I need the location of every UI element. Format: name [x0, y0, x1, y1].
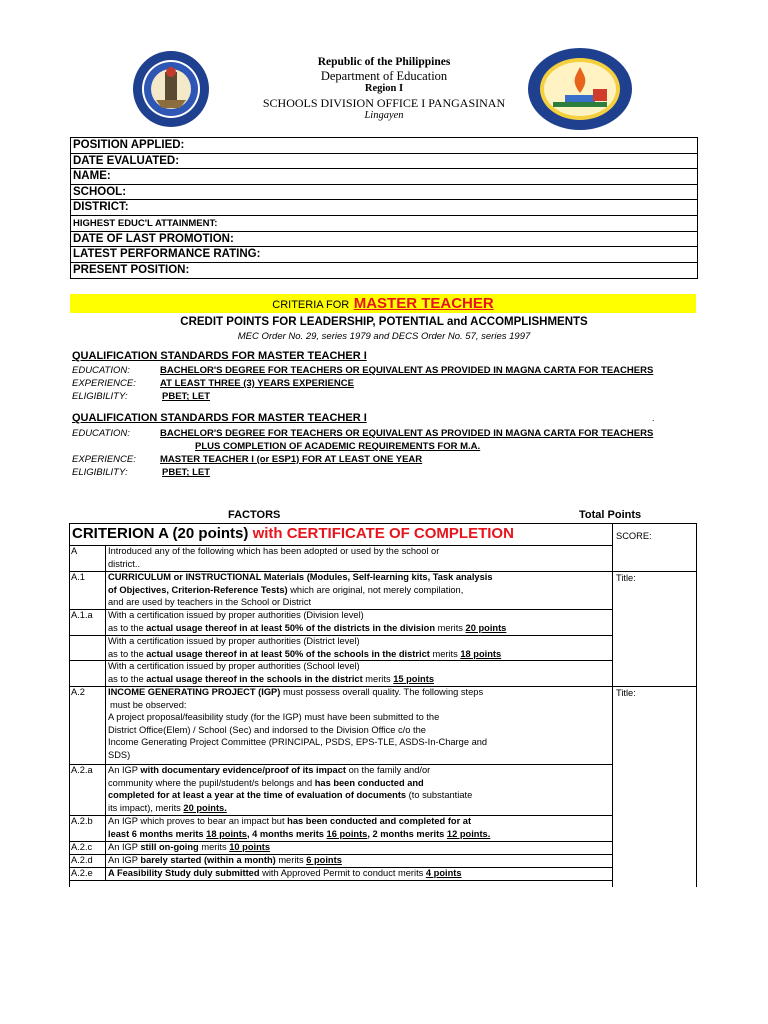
- a2-observed: must be observed:: [110, 699, 187, 710]
- qs2-experience: MASTER TEACHER I (or ESP1) FOR AT LEAST ONE YEAR: [160, 454, 423, 465]
- info-field-row[interactable]: PRESENT POSITION:: [73, 263, 190, 276]
- code-a2c: A.2.c: [71, 842, 93, 852]
- republic-heading: Republic of the Philippines: [317, 56, 451, 68]
- score-label: SCORE:: [616, 531, 652, 541]
- a1-used-by: and are used by teachers in the School or District: [108, 597, 312, 608]
- a1b-usage: actual usage thereof in at least 50% of the schools in the district: [146, 648, 430, 659]
- a2-district: District Office(Elem) / School (Sec) and indorsed to the Division Office c/o the: [108, 724, 426, 735]
- a2b-points-12: 12 points.: [446, 828, 491, 839]
- region-heading: Region I: [364, 83, 404, 94]
- row-a2a-text: [108, 764, 472, 814]
- info-field-row[interactable]: HIGHEST EDUC'L ATTAINMENT:: [71, 216, 697, 232]
- total-points-label: Total Points: [579, 509, 642, 521]
- a2b-four-months: , 4 months merits: [246, 828, 327, 839]
- a2b-conducted: has been conducted and completed for at: [287, 816, 472, 826]
- a1c-usage: actual usage thereof in the schools in the district: [146, 673, 363, 684]
- a2e-permit: with Approved Permit to conduct merits: [259, 868, 426, 878]
- row-a2b-text: [108, 815, 490, 840]
- row-a2e-text: [108, 867, 462, 880]
- a2-proposal: A project proposal/feasibility study (for the IGP) must have been submitted to the: [108, 712, 440, 723]
- town-heading: Lingayen: [364, 110, 404, 121]
- qs2-eligibility-label: ELIGIBILITY:: [72, 467, 128, 478]
- a2-igp: INCOME GENERATING PROJECT (IGP): [108, 687, 281, 697]
- a1-objectives: of Objectives, Criterion-Reference Tests): [108, 584, 288, 595]
- a2a-evidence: with documentary evidence/proof of its impact: [140, 765, 346, 775]
- a2a-community: community where the pupil/student/s belongs and: [108, 777, 315, 788]
- a2b-points-18: 18 points: [206, 828, 247, 839]
- info-field-row[interactable]: DISTRICT:: [71, 200, 697, 216]
- a2d-points: 6 points: [306, 855, 342, 865]
- qs1-eligibility-label: ELIGIBILITY:: [72, 391, 128, 402]
- credit-points-title: CREDIT POINTS FOR LEADERSHIP, POTENTIAL and ACCOMPLISHMENTS: [180, 316, 588, 328]
- criterion-title-main: CRITERION A (20 points): [72, 525, 249, 542]
- code-a2a: A.2.a: [71, 765, 93, 775]
- a2b-points-16: 16 points: [326, 828, 368, 839]
- a2a-impact: its impact), merits: [108, 802, 184, 813]
- a1c-points: 15 points: [393, 673, 434, 684]
- a1c-merits: merits: [362, 673, 394, 684]
- a1b-merits: merits: [429, 648, 461, 659]
- a1a-line1: With a certification issued by proper authorities (Division level): [108, 610, 364, 620]
- a2e-points: 4 points: [425, 868, 462, 878]
- a2b-proves: An IGP which proves to bear an impact but: [108, 816, 288, 826]
- a2a-an-igp: An IGP: [108, 765, 141, 775]
- qs1-experience: AT LEAST THREE (3) YEARS EXPERIENCE: [160, 378, 354, 389]
- a1b-as-to: as to the: [108, 648, 147, 659]
- qs2-eligibility: PBET; LET: [162, 467, 211, 478]
- a2b-six-months: least 6 months merits: [108, 828, 207, 839]
- a2-committee: Income Generating Project Committee (PRINCIPAL, PSDS, EPS-TLE, ASDS-In-Charge and: [108, 737, 488, 748]
- row-a-line2: district..: [108, 558, 141, 569]
- a2a-substantiate: (to substantiate: [406, 790, 473, 801]
- a1-curriculum: CURRICULUM or INSTRUCTIONAL Materials: [108, 572, 305, 582]
- code-a2b: A.2.b: [71, 816, 93, 826]
- department-heading: Department of Education: [320, 69, 448, 83]
- row-a-line1: Introduced any of the following which has been adopted or used by the school or: [108, 546, 440, 556]
- row-a1b-text: [108, 635, 501, 660]
- criterion-a-table: [69, 523, 697, 887]
- info-field-row[interactable]: POSITION APPLIED:: [71, 138, 697, 154]
- a2c-ongoing: still on-going: [140, 842, 199, 852]
- a2c-points: 10 points: [229, 842, 271, 852]
- a2d-merits: merits: [275, 855, 307, 865]
- code-a: A: [71, 546, 78, 556]
- mec-order: MEC Order No. 29, series 1979 and DECS Order No. 57, series 1997: [237, 331, 531, 342]
- row-a2d-text: [108, 854, 342, 867]
- a2d-an-igp: An IGP: [108, 855, 141, 865]
- row-a1a-text: [108, 609, 506, 634]
- qs1-eligibility: PBET; LET: [162, 391, 211, 402]
- office-heading: SCHOOLS DIVISION OFFICE I PANGASINAN: [262, 96, 506, 110]
- qs1-title: QUALIFICATION STANDARDS FOR MASTER TEACHER I: [72, 350, 367, 362]
- a1b-line1: With a certification issued by proper authorities (District level): [108, 636, 360, 646]
- criteria-banner: [70, 294, 696, 313]
- a1-title-label: Title:: [616, 573, 636, 583]
- code-a2: A.2: [71, 687, 85, 697]
- a2c-merits: merits: [198, 842, 230, 852]
- a2a-family: on the family and/or: [346, 765, 431, 775]
- a1a-merits: merits: [435, 622, 466, 633]
- criterion-title-certificate: with CERTIFICATE OF COMPLETION: [252, 525, 514, 542]
- a2a-points: 20 points.: [183, 802, 227, 813]
- qs2-education-label: EDUCATION:: [72, 428, 130, 439]
- row-a1c-text: [108, 660, 434, 685]
- a1-modules: (Modules, Self-learning kits, Task analysis: [306, 572, 493, 582]
- qs1-experience-label: EXPERIENCE:: [72, 378, 136, 389]
- row-a1-text: [108, 571, 493, 609]
- a1c-line1: With a certification issued by proper authorities (School level): [108, 661, 360, 671]
- criteria-prefix: CRITERIA FOR: [272, 299, 350, 311]
- a2-sds: SDS): [108, 749, 131, 760]
- code-a1: A.1: [71, 572, 85, 582]
- a2-title-label: Title:: [616, 688, 636, 698]
- criterion-title: [72, 525, 514, 543]
- qs2-education: BACHELOR'S DEGREE FOR TEACHERS OR EQUIVALENT AS PROVIDED IN MAGNA CARTA FOR TEACHERS: [160, 428, 654, 439]
- criteria-title: MASTER TEACHER: [353, 295, 494, 312]
- code-a2d: A.2.d: [71, 855, 93, 865]
- row-a-text: [108, 545, 439, 570]
- a2a-conducted: has been conducted and: [314, 777, 424, 788]
- qs2-experience-label: EXPERIENCE:: [72, 454, 136, 465]
- a1a-usage: actual usage thereof in at least 50% of the districts in the division: [146, 622, 436, 633]
- a1a-points: 20 points: [465, 622, 507, 633]
- a1c-as-to: as to the: [108, 673, 147, 684]
- info-field-row[interactable]: LATEST PERFORMANCE RATING:: [71, 247, 697, 263]
- a2b-two-months: , 2 months merits: [367, 828, 447, 839]
- row-a2-text: [108, 686, 487, 762]
- a1b-points: 18 points: [460, 648, 502, 659]
- factors-label: FACTORS: [228, 509, 281, 521]
- a2e-feasibility: A Feasibility Study duly submitted: [108, 868, 260, 878]
- info-field-row[interactable]: DATE OF LAST PROMOTION:: [71, 232, 697, 248]
- row-a2c-text: [108, 841, 270, 854]
- info-field-row[interactable]: DATE EVALUATED:: [71, 154, 697, 170]
- a2-quality: must possess overall quality. The following steps: [280, 687, 484, 697]
- applicant-info-table: [70, 137, 698, 279]
- qs1-education: BACHELOR'S DEGREE FOR TEACHERS OR EQUIVALENT AS PROVIDED IN MAGNA CARTA FOR TEACHERS: [160, 365, 654, 376]
- info-field-row[interactable]: NAME:: [71, 169, 697, 185]
- qs2-dot: .: [652, 413, 655, 423]
- a2a-completed: completed for at least a year at the time of evaluation of documents: [108, 790, 407, 801]
- qs2-title: QUALIFICATION STANDARDS FOR MASTER TEACHER I: [72, 412, 367, 424]
- a2d-started: barely started (within a month): [140, 855, 276, 865]
- code-a2e: A.2.e: [71, 868, 93, 878]
- info-field-row[interactable]: SCHOOL:: [71, 185, 697, 201]
- qs1-education-label: EDUCATION:: [72, 365, 130, 376]
- code-a1a: A.1.a: [71, 610, 93, 620]
- qs2-education-line2: PLUS COMPLETION OF ACADEMIC REQUIREMENTS FOR M.A.: [195, 441, 481, 452]
- a2c-an-igp: An IGP: [108, 842, 141, 852]
- a1a-as-to: as to the: [108, 622, 147, 633]
- a1-original: which are original, not merely compilation,: [287, 584, 464, 595]
